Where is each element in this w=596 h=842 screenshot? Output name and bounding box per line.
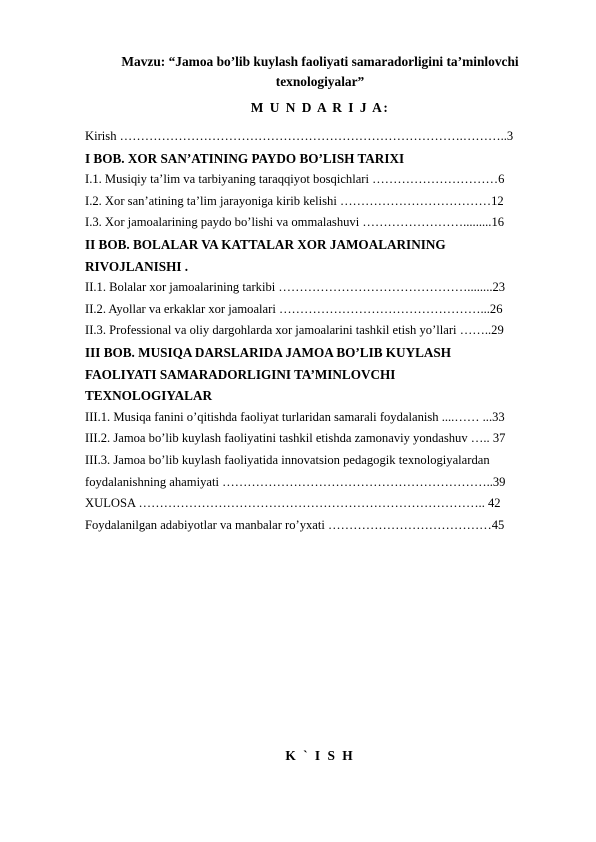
toc-entry: Foydalanilgan adabiyotlar va manbalar ro’yxati …………………………………45 xyxy=(85,517,505,532)
toc-entry: III.2. Jamoa bo’lib kuylash faoliyatini tashkil etishda zamonaviy yondashuv ….. 37 xyxy=(85,431,506,446)
toc-entry: XULOSA ……………………………………………………………………….. 42 xyxy=(85,496,501,511)
toc-section-heading: II BOB. BOLALAR VA KATTALAR XOR JAMOALARINING xyxy=(85,236,446,252)
toc-entry: I.1. Musiqiy ta’lim va tarbiyaning taraqqiyot bosqichlari …………………………6 xyxy=(85,172,505,187)
topic-heading xyxy=(90,52,550,92)
toc-entry: III.3. Jamoa bo’lib kuylash faoliyatida innovatsion pedagogik texnologiyalardan xyxy=(85,452,490,467)
toc-entry: II.3. Professional va oliy dargohlarda xor jamoalarini tashkil etish yo’llari ……..29 xyxy=(85,323,504,338)
toc-entry: I.3. Xor jamoalarining paydo bo’lishi va ommalashuvi …………………….........16 xyxy=(85,215,505,230)
toc-title: M U N D A R I J A: xyxy=(250,100,390,115)
toc-entry: II.2. Ayollar va erkaklar xor jamoalari …………………………………………...26 xyxy=(85,301,503,316)
toc-section-heading: TEXNOLOGIYALAR xyxy=(85,388,213,404)
toc-section-heading: III BOB. MUSIQA DARSLARIDA JAMOA BO’LIB KUYLASH xyxy=(85,344,452,360)
toc-section-heading: RIVOJLANISHI . xyxy=(85,258,189,274)
toc-entry: II.1. Bolalar xor jamoalarining tarkibi ………………………………………........23 xyxy=(85,280,506,295)
topic-line-2: texnologiyalar” xyxy=(275,74,365,89)
table-of-contents xyxy=(85,126,553,536)
toc-entry: Kirish ……………………………………………………………………….………..3 xyxy=(85,129,514,143)
toc-section-heading: FAOLIYATI SAMARADORLIGINI TA’MINLOVCHI xyxy=(85,366,396,382)
toc-entry: III.1. Musiqa fanini o’qitishda faoliyat turlaridan samarali foydalanish ....…… ...33 xyxy=(85,409,505,424)
toc-section-heading: I BOB. XOR SAN’ATINING PAYDO BO’LISH TARIXI xyxy=(85,150,405,166)
topic-line-1: Mavzu: “Jamoa bo’lib kuylash faoliyati samaradorligini ta’minlovchi xyxy=(121,54,519,69)
toc-entry: I.2. Xor san’atining ta’lim jarayoniga kirib kelishi ………………………………12 xyxy=(85,193,504,208)
page-footer-heading: K ` I S H xyxy=(285,748,355,763)
toc-entry: foydalanishning ahamiyati ………………………………………………………..39 xyxy=(85,474,506,489)
